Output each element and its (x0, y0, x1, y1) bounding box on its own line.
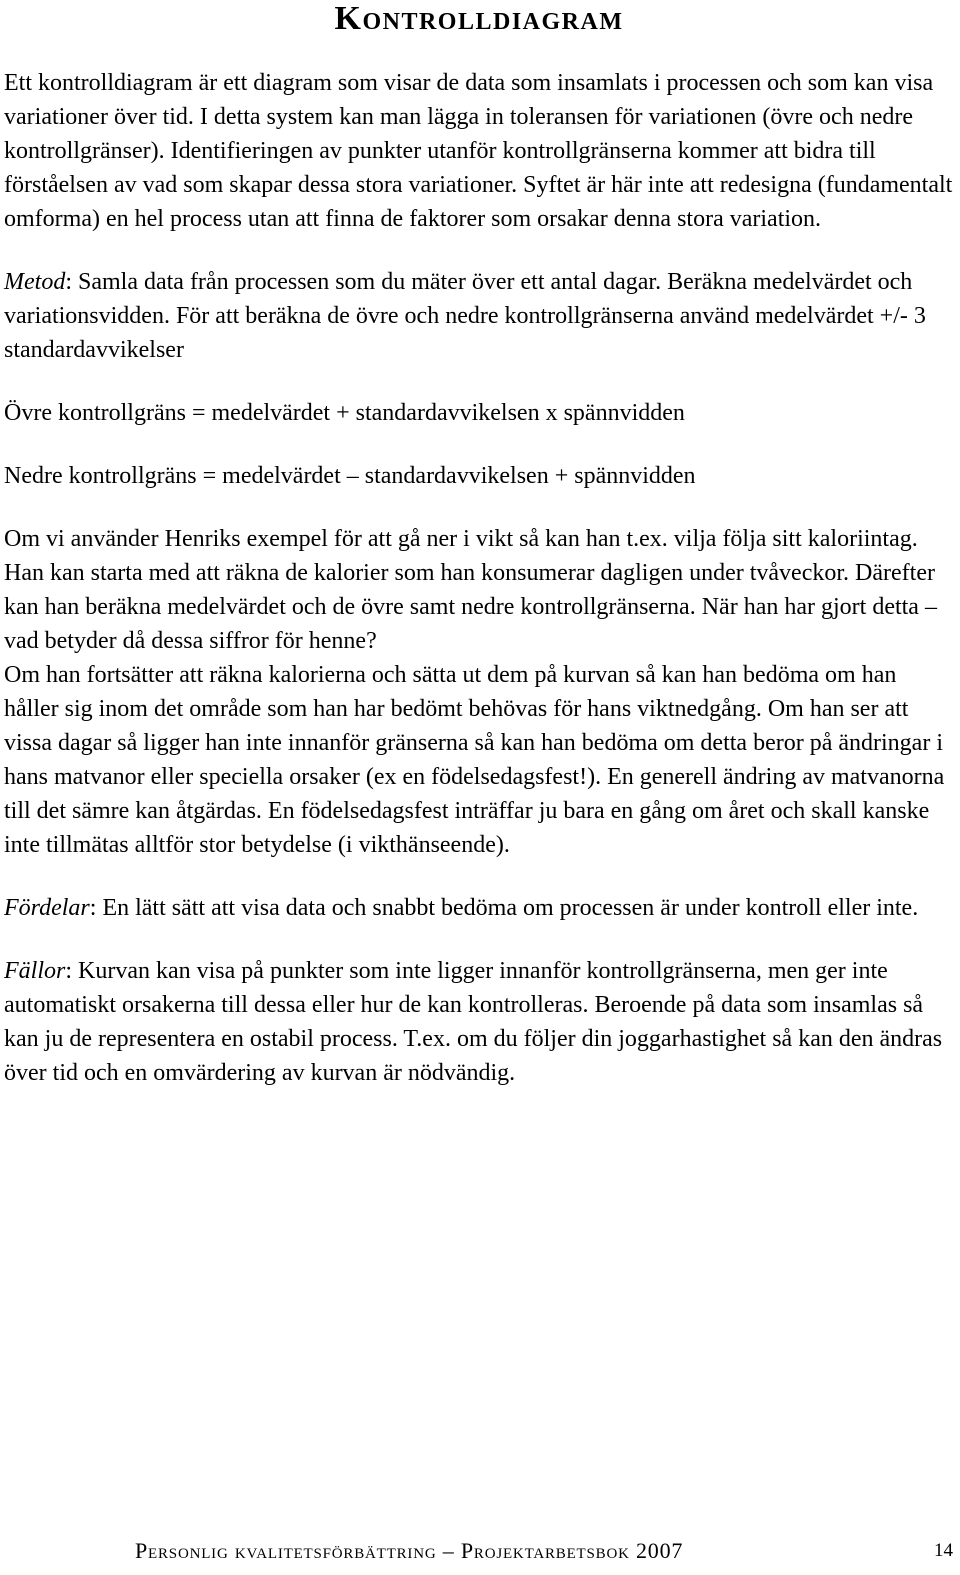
pitfalls-paragraph (4, 954, 954, 1090)
lower-limit-formula: Nedre kontrollgräns = medelvärdet – standardavvikelsen + spännvidden (4, 463, 696, 489)
method-label: Metod (4, 269, 66, 295)
advantages-paragraph (4, 891, 954, 925)
pitfalls-text: : Kurvan kan visa på punkter som inte ligger innanför kontrollgränserna, men ger inte automatiskt orsakerna till dessa eller hur de kan kontrolleras. Beroende på data som insamlas så kan ju de representera en ostabil process. T.ex. om du följer din joggarhastighet så kan den ändras över tid och en omvärdering av kurvan är nödvändig. (4, 958, 943, 1086)
pitfalls-label: Fällor (4, 958, 66, 984)
footer-title: Personlig kvalitetsförbättring – Projektarbetsbok 2007 (135, 1538, 684, 1563)
page-number: 14 (934, 1540, 953, 1561)
page-footer (0, 1538, 960, 1568)
method-text: : Samla data från processen som du mäter över ett antal dagar. Beräkna medelvärdet och variationsvidden. För att beräkna de övre och nedre kontrollgränserna använd medelvärdet +/- 3 standardavvikelser (4, 269, 926, 363)
page-title: Kontrolldiagram (334, 0, 624, 37)
method-paragraph (4, 265, 954, 367)
example-paragraph-1: Om vi använder Henriks exempel för att gå ner i vikt så kan han t.ex. vilja följa sitt kaloriintag. Han kan starta med att räkna de kalorier som han konsumerar dagligen under tvåveckor. Därefter kan han beräkna medelvärdet och de övre samt nedre kontrollgränserna. När han har gjort detta – vad betyder då dessa siffror för henne? (4, 526, 937, 654)
upper-limit-formula: Övre kontrollgräns = medelvärdet + standardavvikelsen x spännvidden (4, 400, 685, 426)
advantages-text: : En lätt sätt att visa data och snabbt bedöma om processen är under kontroll eller inte. (89, 895, 919, 921)
advantages-label: Fördelar (4, 895, 90, 921)
document-page (4, 0, 954, 1090)
intro-paragraph: Ett kontrolldiagram är ett diagram som visar de data som insamlats i processen och som kan visa variationer över tid. I detta system kan man lägga in toleransen för variationen (övre och nedre kontrollgränser). Identifieringen av punkter utanför kontrollgränserna kommer att bidra till förståelsen av vad som skapar dessa stora variationer. Syftet är här inte att redesigna (fundamentalt omforma) en hel process utan att finna de faktorer som orsakar denna stora variation. (4, 70, 953, 232)
example-paragraph-2: Om han fortsätter att räkna kalorierna och sätta ut dem på kurvan så kan han bedöma om han håller sig inom det område som han har bedömt behövas för hans viktnedgång. Om han ser att vissa dagar så ligger han inte innanför gränserna så kan han bedöma om detta beror på ändringar i hans matvanor eller speciella orsaker (ex en födelsedagsfest!). En generell ändring av matvanorna till det sämre kan åtgärdas. En födelsedagsfest inträffar ju bara en gång om året och skall kanske inte tillmätas alltför stor betydelse (i vikthänseende). (4, 662, 945, 858)
